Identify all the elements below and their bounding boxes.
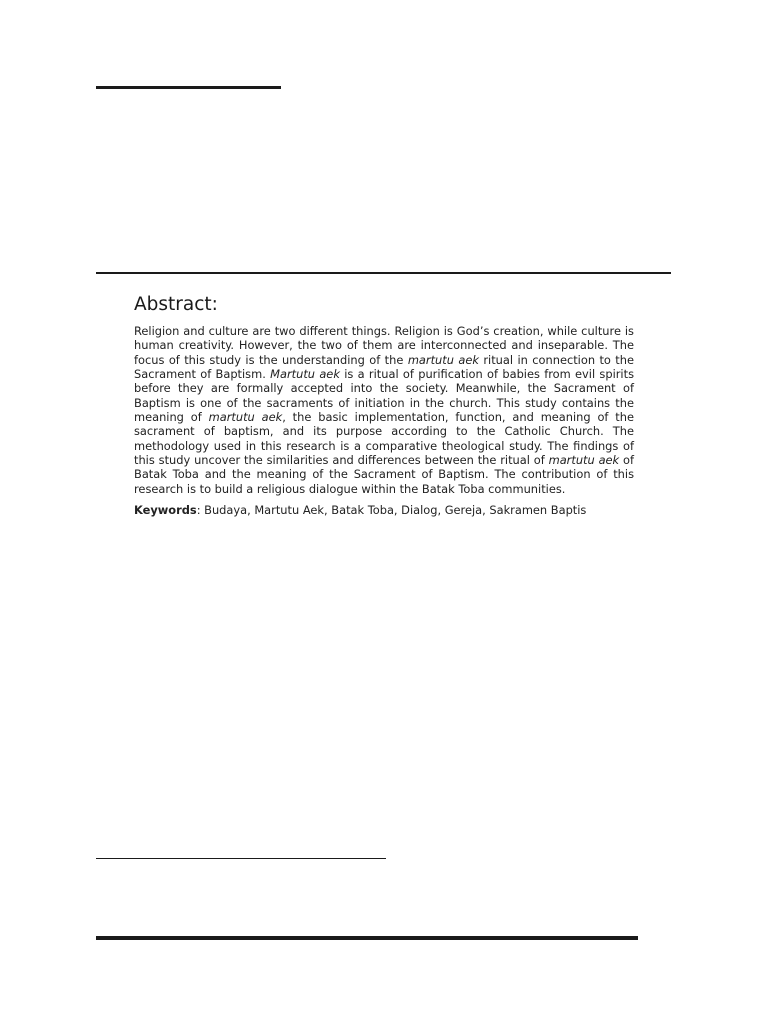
- abstract-term-italic: Martutu aek: [270, 367, 340, 382]
- abstract-body: [134, 324, 634, 496]
- bottom-rule: [96, 936, 638, 940]
- abstract-text-segment: is a ritual of purification of babies from evil spirits before they are formally accepted into the society. Meanwhile, the Sacrament of Baptism is one of the sacraments of initiation in the church. This study contains the meaning of: [134, 367, 634, 425]
- abstract-term-italic: martutu aek: [407, 352, 479, 367]
- keywords-label: Keywords: [134, 503, 197, 518]
- keywords-text: : Budaya, Martutu Aek, Batak Toba, Dialog, Gereja, Sakramen Baptis: [196, 503, 587, 518]
- abstract-text-segment: Religion and culture are two different things. Religion is God’s creation, while culture is human creativity. However, the two of them are interconnected and inseparable. The focus of this study is the understanding of the: [134, 324, 634, 367]
- abstract-heading: Abstract:: [134, 294, 218, 315]
- abstract-term-italic: martutu aek: [548, 453, 620, 468]
- abstract-text-segment: of Batak Toba and the meaning of the Sacrament of Baptism. The contribution of this research is to build a religious dialogue within the Batak Toba communities.: [134, 453, 635, 496]
- abstract-text-segment: ritual in connection to the Sacrament of Baptism.: [134, 352, 635, 382]
- keywords-line: [134, 503, 634, 517]
- footnote-rule: [96, 858, 386, 859]
- header-rule: [96, 272, 671, 274]
- abstract-section: [134, 292, 634, 517]
- top-short-rule: [96, 86, 281, 89]
- abstract-text-segment: , the basic implementation, function, and meaning of the sacrament of baptism, and its purpose according to the Catholic Church. The methodology used in this research is a comparative theological study. The findings of this study uncover the similarities and differences between the ritual of: [134, 410, 634, 468]
- abstract-term-italic: martutu aek: [208, 410, 283, 425]
